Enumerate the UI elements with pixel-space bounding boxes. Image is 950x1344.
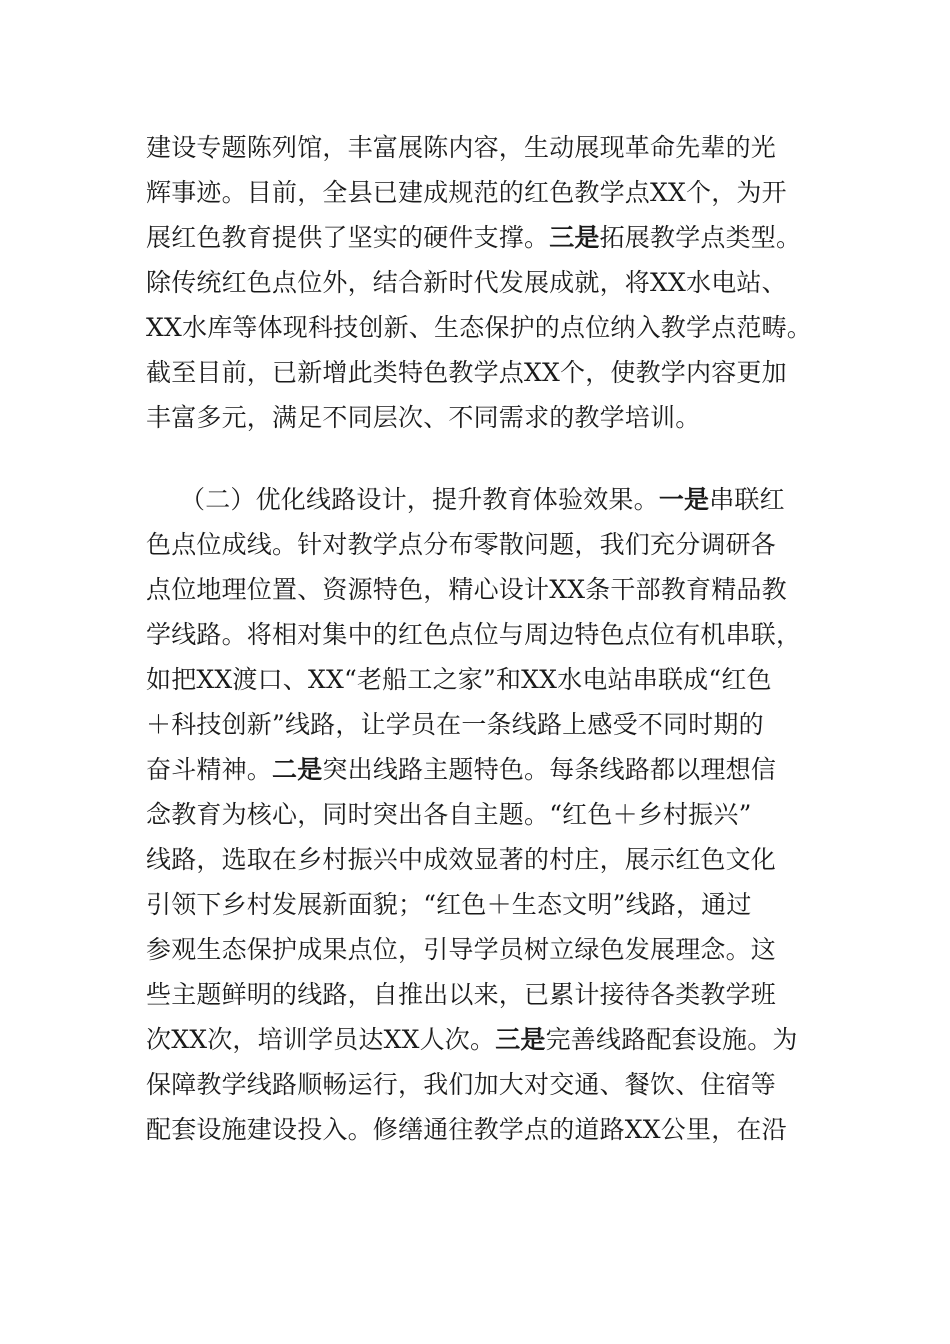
- line-text: 完善线路配套设施。为: [545, 1025, 798, 1054]
- text-line: [146, 840, 776, 880]
- line-text: 色点位成线。针对教学点分布零散问题，我们充分调研各: [146, 530, 777, 559]
- line-text: 些主题鲜明的线路，自推出以来，已累计接待各类教学班: [146, 980, 777, 1009]
- line-text: 建设专题陈列馆，丰富展陈内容，生动展现革命先辈的光: [146, 133, 777, 162]
- line-text: 突出线路主题特色。每条线路都以理想信: [322, 755, 777, 784]
- text-line: [146, 308, 812, 348]
- line-text: 除传统红色点位外，结合新时代发展成就，将XX水电站、: [146, 268, 787, 297]
- line-text: 点位地理位置、资源特色，精心设计XX条干部教育精品教: [146, 575, 787, 604]
- line-text: 配套设施建设投入。修缮通往教学点的道路XX公里，在沿: [146, 1115, 787, 1144]
- text-line: [146, 570, 787, 610]
- text-line: [146, 885, 752, 925]
- text-line: [146, 353, 787, 393]
- text-line: [146, 750, 776, 790]
- text-line: [146, 615, 801, 655]
- text-line: [146, 173, 787, 213]
- text-line: [146, 975, 776, 1015]
- text-line: [146, 218, 801, 258]
- line-text: 次XX次，培训学员达XX人次。: [146, 1025, 496, 1054]
- line-text: 奋斗精神。: [146, 755, 273, 784]
- line-text: 参观生态保护成果点位，引导学员树立绿色发展理念。这: [146, 935, 777, 964]
- line-text: XX水库等体现科技创新、生态保护的点位纳入教学点范畴。: [146, 313, 812, 342]
- text-line: [146, 1020, 798, 1060]
- text-line: [146, 128, 776, 168]
- bold-marker: 二是: [272, 755, 323, 784]
- bold-marker: 三是: [549, 223, 600, 252]
- line-text: ＋科技创新”线路，让学员在一条线路上感受不同时期的: [146, 710, 764, 739]
- line-text: 保障教学线路顺畅运行，我们加大对交通、餐饮、住宿等: [146, 1070, 777, 1099]
- text-line: [146, 525, 776, 565]
- text-line: [146, 1065, 776, 1105]
- line-text: 线路，选取在乡村振兴中成效显著的村庄，展示红色文化: [146, 845, 777, 874]
- text-line: [146, 795, 752, 835]
- text-line: [146, 1110, 787, 1150]
- line-text: 引领下乡村发展新面貌；“红色＋生态文明”线路，通过: [146, 890, 752, 919]
- section-heading: （二）优化线路设计，提升教育体验效果。: [180, 485, 659, 514]
- section-heading-line: [180, 480, 785, 520]
- line-text: 拓展教学点类型。: [599, 223, 802, 252]
- text-line: [146, 398, 700, 438]
- text-line: [146, 263, 787, 303]
- line-text: 辉事迹。目前，全县已建成规范的红色教学点XX个，为开: [146, 178, 787, 207]
- line-text: 截至目前，已新增此类特色教学点XX个，使教学内容更加: [146, 358, 787, 387]
- line-text: 展红色教育提供了坚实的硬件支撑。: [146, 223, 550, 252]
- text-line: [146, 660, 772, 700]
- line-text: 串联红: [709, 485, 785, 514]
- text-line: [146, 930, 776, 970]
- line-text: 丰富多元，满足不同层次、不同需求的教学培训。: [146, 403, 701, 432]
- text-line: [146, 705, 764, 745]
- line-text: 念教育为核心，同时突出各自主题。“红色＋乡村振兴”: [146, 800, 752, 829]
- bold-marker: 一是: [658, 485, 710, 514]
- line-text: 如把XX渡口、XX“老船工之家”和XX水电站串联成“红色: [146, 665, 772, 694]
- bold-marker: 三是: [495, 1025, 546, 1054]
- line-text: 学线路。将相对集中的红色点位与周边特色点位有机串联，: [146, 620, 802, 649]
